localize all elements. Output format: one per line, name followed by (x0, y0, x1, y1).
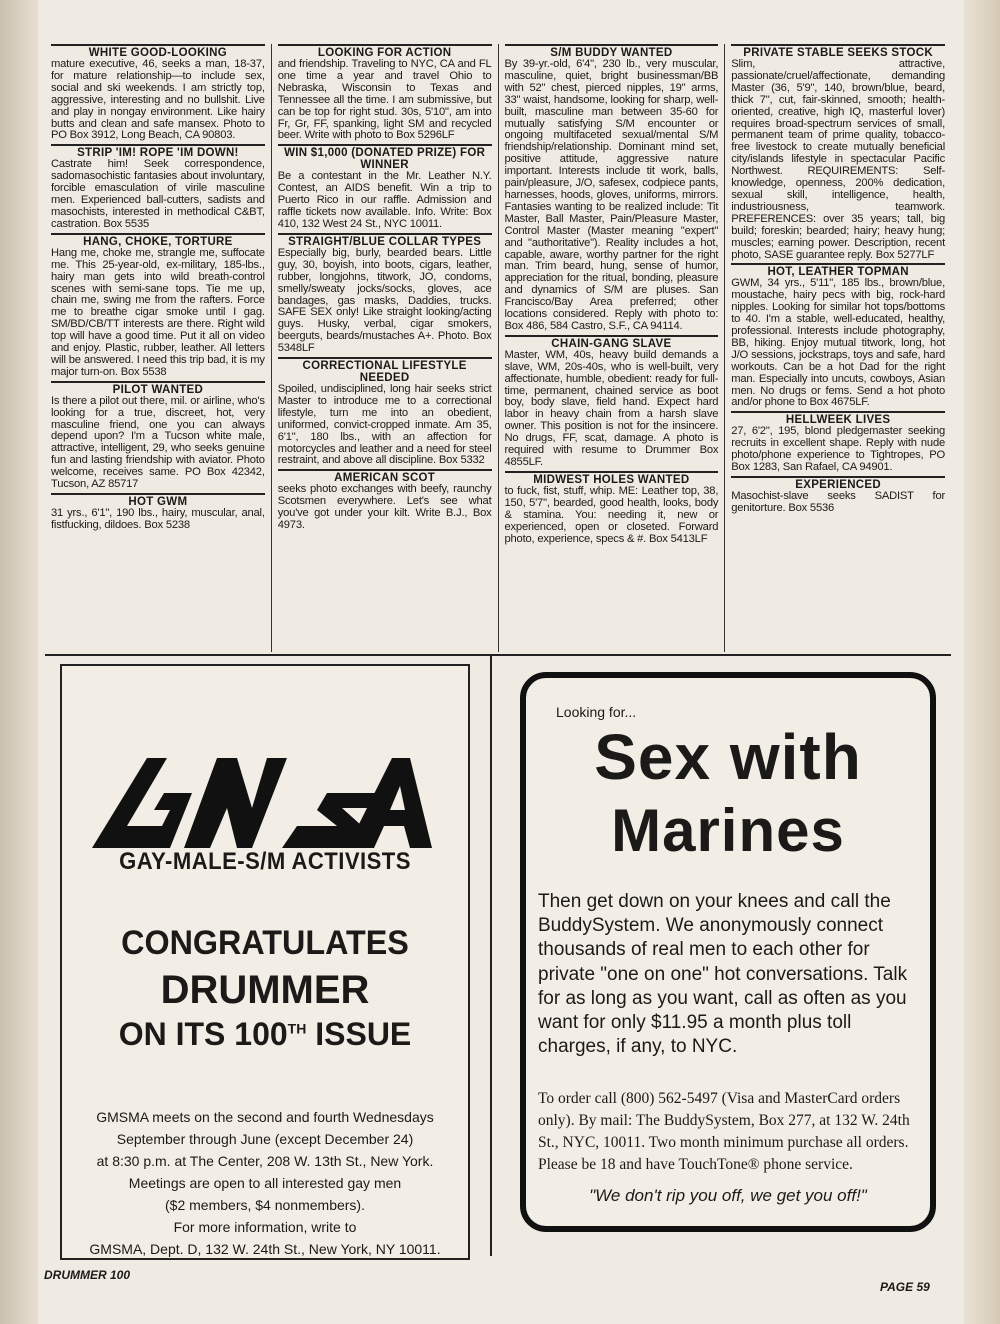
ad-body: Castrate him! Seek correspondence, sadomasochistic fantasies about involuntary, forcible emasculation of virile masculine men. Experienced ball-cutters, sadists and masochists, interested in methodical C&BT, castration. Box 5535 (51, 158, 265, 230)
ad-body: Masochist-slave seeks SADIST for genitorture. Box 5536 (731, 490, 945, 514)
classified-ad (505, 44, 719, 333)
buddysystem-frame (520, 672, 936, 1232)
classified-ad (278, 233, 492, 355)
footer-page-number: PAGE 59 (880, 1280, 930, 1294)
ad-headline: PRIVATE STABLE SEEKS STOCK (743, 47, 933, 59)
buddysystem-title-line1: Sex with (594, 721, 862, 793)
ad-headline: S/M BUDDY WANTED (550, 47, 673, 59)
ad-column-4 (725, 44, 951, 652)
ad-body: and friendship. Traveling to NYC, CA and FL one time a year and travel Ohio to Nebraska, Wisconsin to Texas and Tennessee all the time. I am submissive, but can be top for right stud. 30s, 5'10", am into Fr, Gr, FF, spanking, light SM and recycled beer. Write with photo to Box 5296LF (277, 58, 492, 142)
gmsma-congrats-line2: DRUMMER (160, 968, 370, 1012)
classified-ad (278, 357, 492, 467)
gmsma-congrats-sup: TH (287, 1020, 307, 1037)
classified-ads (45, 44, 951, 652)
gmsma-congrats-line3 (62, 1016, 468, 1053)
buddysystem-body: Then get down on your knees and call the BuddySystem. We anonymously connect thousands of real men to each other for private "one on one" hot conversations. Talk for as long as you want, call as often as you want for only $11.95 a month plus toll charges, if any, to NYC. (538, 891, 908, 1058)
classified-ad (505, 471, 719, 546)
ad-headline: LOOKING FOR ACTION (317, 47, 452, 59)
classified-ad (278, 44, 492, 142)
ad-body: GWM, 34 yrs., 5'11", 185 lbs., brown/blue, moustache, hairy pecs with big, rock-hard nipples. Looking for similar hot tops/bottoms to 40. I'm a stable, well-educated, healthy, professional. Interests include photography, BB, hiking. Enjoy mutual titwork, long, hot J/O sessions, jockstraps, toys and safe, hard workouts. Can be a hot Dad for the right man. Especially into uncuts, cowboys, Asian men. No drugs or fems. Send a hot photo and/or phone to Box 4675LF. (731, 277, 945, 409)
gmsma-info-line: For more information, write to (173, 1219, 357, 1235)
ad-column-1 (45, 44, 272, 652)
gmsma-subtitle: GAY-MALE-S/M ACTIVISTS (119, 848, 411, 875)
ad-headline: STRAIGHT/BLUE COLLAR TYPES (288, 235, 482, 248)
ad-body: mature executive, 46, seeks a man, 18-37, for mature relationship—to include sex, social and ski weekends. I am strictly top, aggressive, interesting and no bullshit. Live and play in nongay environment. Like hairy butts and clean and safe mansex. Photo to PO Box 3912, Long Beach, CA 90803. (51, 58, 265, 142)
ad-body: 27, 6'2", 195, blond pledgemaster seeking recruits in excellent shape. Reply with nude photo/phone experience to Tightropes, PO Box 1283, San Rafael, CA 94901. (731, 425, 945, 474)
buddysystem-title-line2: Marines (611, 797, 845, 864)
ad-body: to fuck, fist, stuff, whip. ME: Leather top, 38, 150, 5'7", bearded, good health, looks, body & stamina. You: needing it, new or experienced, open or closeted. Forward photo, experience, specs & #. Box 5413LF (504, 484, 719, 545)
buddysystem-intro: Looking for... (556, 704, 637, 720)
ad-column-3 (499, 44, 726, 652)
classified-ad (51, 144, 265, 230)
ad-column-2 (272, 44, 499, 652)
ad-body: Spoiled, undisciplined, long hair seeks strict Master to introduce me to a correctional lifestyle, turn me into an obedient, uniformed, convict-cropped inmate. Am 35, 6'1", 180 lbs., with an affection for motorcycles and leather and a need for steel restraint, and above all discipline. Box 5332 (277, 383, 492, 467)
gmsma-info-line: at 8:30 p.m. at The Center, 208 W. 13th St., New York. (96, 1153, 434, 1169)
classified-ad (731, 44, 945, 261)
ad-body: Is there a pilot out there, mil. or airline, who's looking for a true, discreet, hot, very masculine friend, one you can always depend upon? I'm a Tucson white male, attractive, intelligent, 29, who seeks genuine fun and lasting friendship with aviator. Photo welcome, receives same. PO Box 42342, Tucson, AZ 85717 (51, 394, 265, 491)
ad-headline: AMERICAN SCOT (334, 472, 436, 485)
gmsma-congrats-issue-word: ISSUE (306, 1016, 412, 1052)
gmsma-congrats-line1: CONGRATULATES (121, 924, 409, 962)
ad-headline: HANG, CHOKE, TORTURE (83, 235, 233, 248)
ad-headline: PILOT WANTED (112, 383, 204, 396)
gmsma-info-line: September through June (except December 24) (116, 1131, 414, 1147)
ad-headline: MIDWEST HOLES WANTED (533, 473, 690, 486)
ad-headline: HELLWEEK LIVES (785, 414, 891, 427)
classified-ad (278, 469, 492, 532)
classified-ad (731, 411, 945, 474)
classified-ad (51, 493, 265, 532)
ad-body: Slim, attractive, passionate/cruel/affectionate, demanding Master (36, 5'9", 140, brown/blue, beard, thick 7", cut, fair-skinned, smooth; health-oriented, creative, high IQ, masterful lover) requires broad-spectrum services of small, permanent team of prime quality, tobacco-free livestock to create mutually beneficial city/islands lifestyle in spectacular Pacific Northwest. REQUIREMENTS: Self-knowledge, openness, 200% dedication, sexual skill, intelligence, health, industriousness, teamwork. PREFERENCES: over 35 years; tall, big build; foreskin; bearded; hairy; heavy hung; muscles; earning power. Description, recent photo, SASE guarantee reply. Box 5277LF (731, 58, 945, 261)
classified-ad (51, 381, 265, 491)
classified-ad (731, 263, 945, 409)
buddysystem-order-info: To order call (800) 562-5497 (Visa and MasterCard orders only). By mail: The BuddySystem, Box 277, at 132 W. 24th St., NYC, 10011. Two month minimum purchase all orders. Please be 18 and have TouchTone® phone service. (538, 1090, 910, 1173)
ad-body: seeks photo exchanges with beefy, raunchy Scotsmen everywhere. Let's see what you've got under your kilt. Write B.J., Box 4973. (277, 483, 492, 532)
gmsma-info-line: ($2 members, $4 nonmembers). (165, 1197, 365, 1213)
page-gutter-right (964, 0, 1000, 1324)
ad-headline: EXPERIENCED (795, 479, 881, 491)
ad-body: By 39-yr.-old, 6'4", 230 lb., very muscular, masculine, quiet, bright businessman/BB with 52" chest, pierced nipples, 19" arms, 33" waist, handsome, looking for sharp, well-built, masculine man between 35-60 for mutually satisfying S/M encounter or ongoing multifaceted sexual/mental S/M friendship/relationship. Dominant mind set, positive attitude, aggressive nature important. Interests include tit work, balls, pain/pleasure, J/O, safesex, codpiece pants, harnesses, hoods, gloves, uniforms, mirrors. Fantasies wanting to be realized include: Tit Master, Ball Master, Pain/Pleasure Master, Control Master (Master meaning "expert" and "authoritative"). Reality includes a hot, capable, aware, worthy partner for the right man. Trim beard, hung, sense of humor, appreciation for the ritual, bonding, pleasure and dynamics of S/M are pluses. San Francisco/Bay Area preferred; other locations considered. Reply with photo to: Box 486, 584 Castro, S.F., CA 94114. (504, 58, 719, 332)
ad-body: 31 yrs., 6'1", 190 lbs., hairy, muscular, anal, fistfucking, dildoes. Box 5238 (51, 507, 265, 531)
gmsma-congrats-issue: ON ITS 100 (118, 1016, 288, 1052)
ad-headline: HOT, LEATHER TOPMAN (767, 266, 909, 279)
ad-headline: HOT GWM (128, 496, 188, 508)
classified-ad (51, 44, 265, 142)
footer-publication: DRUMMER 100 (44, 1268, 131, 1282)
ad-body: Be a contestant in the Mr. Leather N.Y. Contest, an AIDS benefit. Win a trip to Puerto Rico in our raffle. Admission and raffle tickets now available. Info. Write: Box 410, 132 West 24 St., NYC 10011. (277, 170, 492, 230)
ad-body: Hang me, choke me, strangle me, suffocate me. This 25-year-old, ex-military, 185-lbs., hairy man gets into wild breath-control scenes with semi-sane tops. Tie me up, chain me, swing me from the rafters. Force me to breathe cigar smoke until I gag. SM/BD/CB/TT interests are there. Right wild top will have a good time. Put it all on video and enjoy. Plastic, rubber, leather. All letters will be answered. I need this trip bad, it is my major turn-on. Box 5538 (51, 246, 265, 378)
buddysystem-slogan: "We don't rip you off, we get you off!" (589, 1186, 867, 1205)
ad-body: Master, WM, 40s, heavy build demands a slave, WM, 20s-40s, who is well-built, very affectionate, humble, obedient: ready for full-time, permanent, chained service as boot boy, body slave, field hand. Expect hard labor in heavy chain from a harsh slave owner. This position is not for the insincere. No drugs, FF, scat, damage. A photo is required with resume to Drummer Box 4855LF. (504, 348, 719, 468)
gmsma-info-line: Meetings are open to all interested gay men (128, 1175, 402, 1191)
gmsma-info-line: GMSMA, Dept. D, 132 W. 24th St., New York, NY 10011. (89, 1241, 441, 1257)
classified-ad (731, 476, 945, 515)
buddysystem-ad (492, 656, 952, 1256)
classified-ad (278, 144, 492, 231)
gmsma-info-line: GMSMA meets on the second and fourth Wednesdays (96, 1109, 434, 1125)
ad-headline: WHITE GOOD-LOOKING (88, 47, 228, 59)
ad-headline: CORRECTIONAL LIFESTYLE NEEDED (302, 360, 467, 385)
ad-headline: STRIP 'IM! ROPE 'IM DOWN! (77, 147, 239, 160)
ad-headline: CHAIN-GANG SLAVE (551, 337, 672, 350)
ad-body: Especially big, burly, bearded bears. Little guy, 30, boyish, into boots, cigars, leather, rubber, longjohns, titwork, JO, condoms, smelly/sweaty jocks/socks, gloves, ace bandages, gas masks, Daddies, trucks. SAFE SEX only! Like straight looking/acting guys. Husky, verbal, cigar smokers, beerguts, beards/mustaches A+. Photo. Box 5348LF (277, 246, 492, 355)
classified-ad (505, 335, 719, 469)
classified-ad (51, 233, 265, 379)
gmsma-ad (60, 664, 470, 1260)
gmsma-info (62, 1106, 468, 1260)
page-gutter-left (0, 0, 38, 1324)
ad-headline: WIN $1,000 (DONATED PRIZE) FOR WINNER (284, 147, 486, 172)
